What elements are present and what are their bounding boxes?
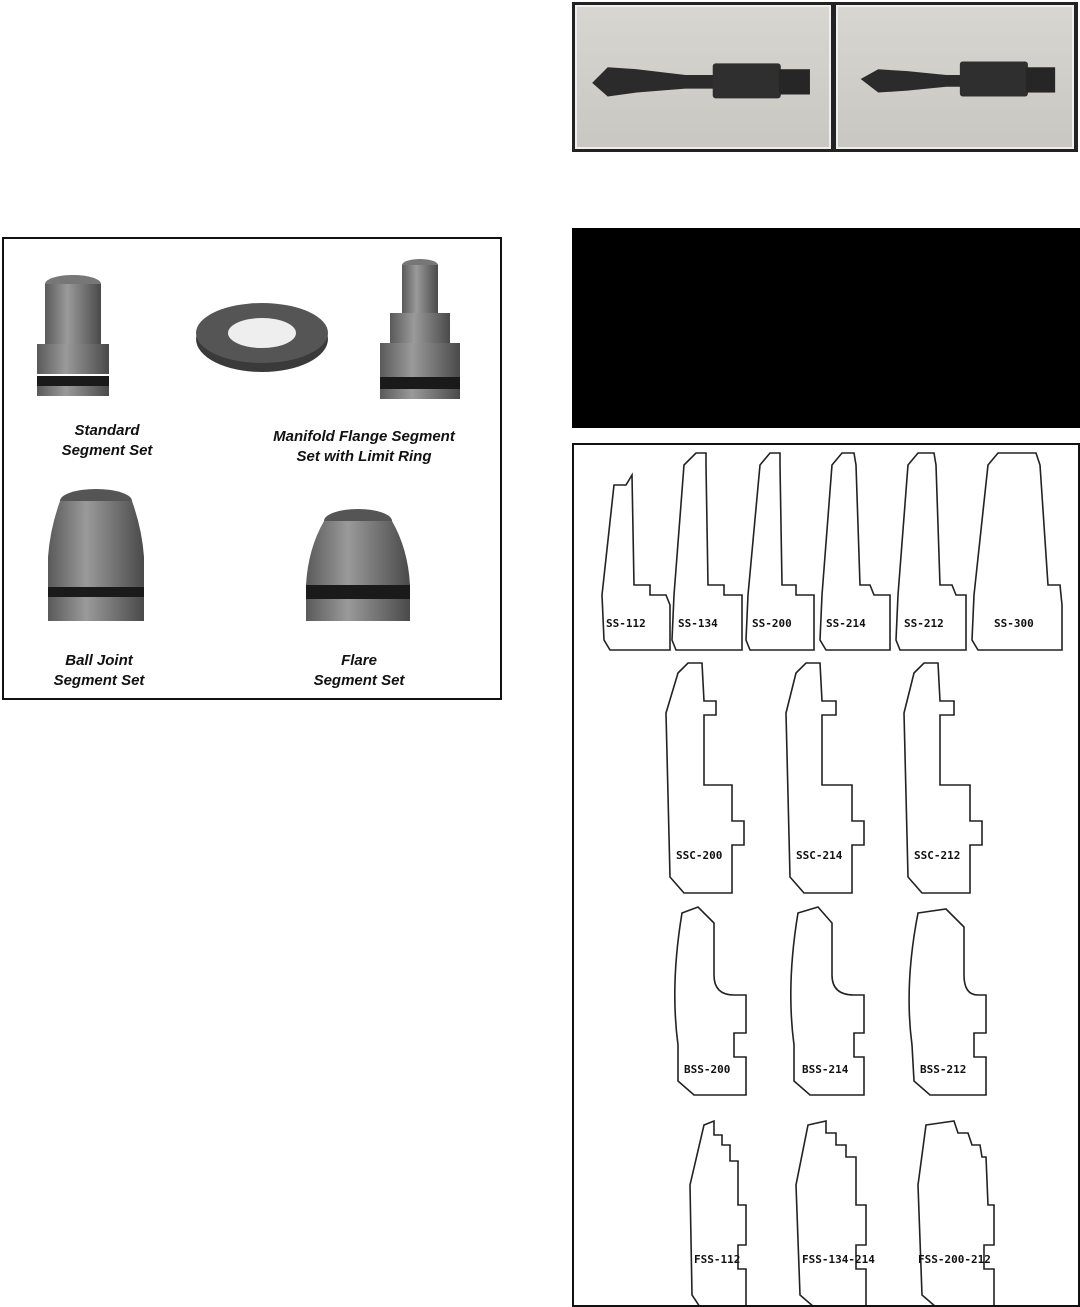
profile-label: SS-214 bbox=[826, 617, 866, 630]
caption-line: Set with Limit Ring bbox=[296, 448, 432, 465]
profile-fss-134-214-outline bbox=[796, 1121, 866, 1305]
profile-label: SS-134 bbox=[678, 617, 718, 630]
segment-sets-illustration bbox=[4, 239, 500, 698]
caption-line: Manifold Flange Segment bbox=[273, 428, 455, 445]
profile-fss-112-outline bbox=[690, 1121, 746, 1305]
caption-line: Standard bbox=[74, 422, 140, 439]
profile-label: SSC-212 bbox=[914, 849, 961, 862]
caption-ball-joint-segment-set bbox=[34, 651, 164, 691]
caption-standard-segment-set bbox=[42, 421, 172, 461]
profile-label: SS-212 bbox=[904, 617, 944, 630]
profile-label: SS-112 bbox=[606, 617, 646, 630]
profile-label: SSC-200 bbox=[676, 849, 723, 862]
blacked-out-region bbox=[572, 228, 1080, 428]
caption-line: Segment Set bbox=[61, 442, 153, 459]
flare-segment-image bbox=[306, 509, 410, 621]
ball-joint-segment-image bbox=[48, 489, 144, 621]
tool-illustration-left bbox=[577, 7, 829, 147]
profile-label: BSS-212 bbox=[920, 1063, 967, 1076]
limit-ring-image bbox=[196, 303, 328, 372]
profile-label: FSS-200-212 bbox=[918, 1253, 991, 1266]
profile-label: FSS-112 bbox=[694, 1253, 741, 1266]
profile-label: SS-300 bbox=[994, 617, 1034, 630]
profile-label: BSS-200 bbox=[684, 1063, 731, 1076]
profile-label: SSC-214 bbox=[796, 849, 843, 862]
caption-line: Flare bbox=[341, 652, 377, 669]
caption-line: Segment Set bbox=[53, 672, 145, 689]
tool-photo-strip bbox=[572, 2, 1078, 152]
segment-profile-drawings bbox=[572, 443, 1080, 1307]
manifold-flange-segment-image bbox=[380, 259, 460, 399]
profile-fss-200-212-outline bbox=[918, 1121, 994, 1305]
tool-photo-left bbox=[575, 5, 831, 149]
profile-label: BSS-214 bbox=[802, 1063, 849, 1076]
tool-illustration-right bbox=[838, 7, 1072, 147]
profile-label: SS-200 bbox=[752, 617, 792, 630]
standard-segment-set-image bbox=[37, 275, 109, 396]
profile-label: FSS-134-214 bbox=[802, 1253, 875, 1266]
profile-outlines bbox=[574, 445, 1078, 1305]
caption-line: Ball Joint bbox=[65, 652, 133, 669]
segment-sets-photo bbox=[2, 237, 502, 700]
caption-manifold-flange-segment-set bbox=[254, 427, 474, 467]
caption-line: Segment Set bbox=[313, 672, 405, 689]
caption-flare-segment-set bbox=[294, 651, 424, 691]
tool-photo-right bbox=[836, 5, 1074, 149]
